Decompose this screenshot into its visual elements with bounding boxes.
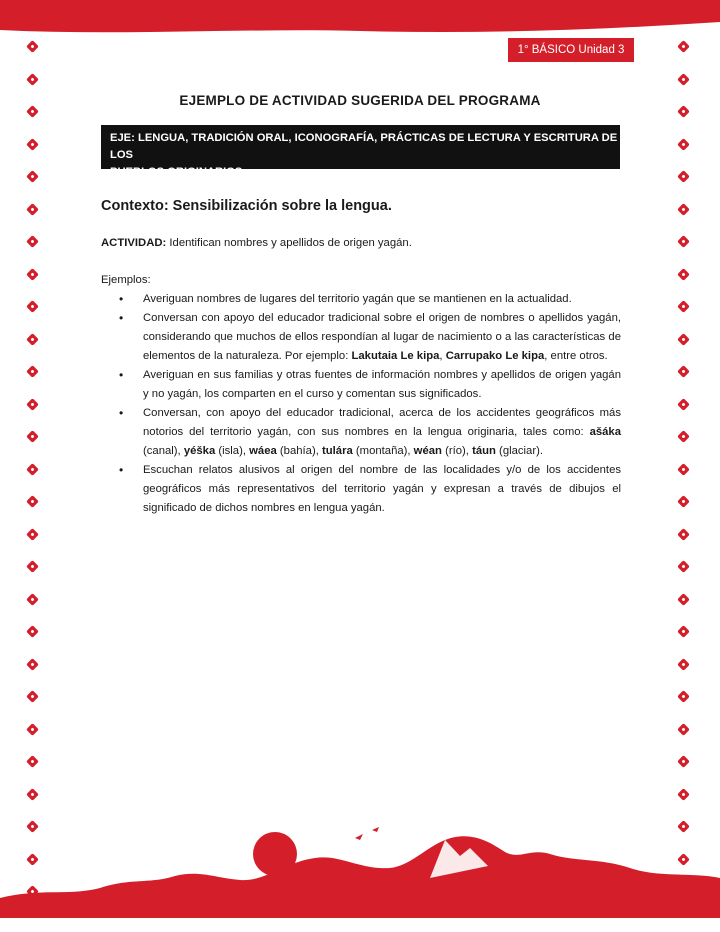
red-diamond-icon bbox=[677, 495, 690, 508]
red-diamond-icon bbox=[677, 463, 690, 476]
eje-line-1: EJE: LENGUA, TRADICIÓN ORAL, ICONOGRAFÍA, PRÁCTICAS DE LECTURA Y ESCRITURA DE LOS bbox=[110, 132, 618, 161]
red-diamond-icon bbox=[677, 333, 690, 346]
red-diamond-icon bbox=[677, 560, 690, 573]
red-diamond-icon bbox=[26, 365, 39, 378]
red-diamond-icon bbox=[26, 463, 39, 476]
bullet-2-text: Conversan con apoyo del educador tradicional sobre el origen de nombres o apellidos yagán, considerando que muchos de ellos respondían al lugar de nacimiento o a las características de elementos de la naturaleza. Por ejemplo: bbox=[143, 312, 621, 362]
red-diamond-icon bbox=[677, 300, 690, 313]
activity-content bbox=[101, 234, 621, 518]
red-diamond-icon bbox=[26, 268, 39, 281]
bullet-5-text: Escuchan relatos alusivos al origen del nombre de las localidades y/o de los accidentes geográficos más representativos del territorio yagán y expresan a través de dibujos el significado de dichos nombres en lengua yagán. bbox=[143, 464, 621, 514]
red-diamond-icon bbox=[26, 235, 39, 248]
bullet-3-text: Averiguan en sus familias y otras fuentes de información nombres y apellidos de origen yagán y no yagán, los comparten en el curso y comentan sus significados. bbox=[143, 369, 621, 400]
red-diamond-icon bbox=[677, 528, 690, 541]
list-item bbox=[143, 366, 621, 404]
red-diamond-icon bbox=[677, 658, 690, 671]
red-diamond-icon bbox=[26, 495, 39, 508]
red-diamond-icon bbox=[26, 138, 39, 151]
red-diamond-icon bbox=[26, 333, 39, 346]
meaning-bahia: (bahía), bbox=[276, 445, 322, 457]
red-diamond-icon bbox=[677, 755, 690, 768]
top-red-band bbox=[0, 0, 720, 34]
word-bahia: wáea bbox=[249, 445, 277, 457]
bullet-2-sep: , bbox=[439, 350, 446, 362]
red-diamond-icon bbox=[26, 690, 39, 703]
word-rio: wéan bbox=[413, 445, 442, 457]
meaning-isla: (isla), bbox=[215, 445, 250, 457]
red-diamond-icon bbox=[26, 73, 39, 86]
meaning-montana: (montaña), bbox=[352, 445, 414, 457]
eje-box bbox=[101, 125, 620, 178]
red-diamond-icon bbox=[26, 40, 39, 53]
bullet-1-text: Averiguan nombres de lugares del territorio yagán que se mantienen en la actualidad. bbox=[143, 293, 572, 305]
eje-line-2: PUEBLOS ORIGINARIOS. bbox=[110, 166, 246, 178]
red-diamond-icon bbox=[26, 203, 39, 216]
meaning-glaciar: (glaciar). bbox=[495, 445, 544, 457]
word-canal: ašáka bbox=[589, 426, 621, 438]
red-diamond-icon bbox=[677, 398, 690, 411]
activity-text: Identifican nombres y apellidos de origen yagán. bbox=[166, 237, 412, 249]
red-diamond-icon bbox=[26, 723, 39, 736]
red-diamond-icon bbox=[26, 300, 39, 313]
red-diamond-icon bbox=[677, 170, 690, 183]
red-diamond-icon bbox=[677, 723, 690, 736]
examples-list bbox=[101, 290, 621, 518]
word-montana: tulára bbox=[322, 445, 353, 457]
activity-line bbox=[101, 234, 621, 253]
red-diamond-icon bbox=[26, 430, 39, 443]
red-diamond-icon bbox=[677, 430, 690, 443]
list-item bbox=[143, 404, 621, 461]
red-diamond-icon bbox=[677, 625, 690, 638]
activity-label: ACTIVIDAD: bbox=[101, 237, 167, 249]
red-diamond-icon bbox=[26, 755, 39, 768]
red-diamond-icon bbox=[677, 365, 690, 378]
red-diamond-icon bbox=[26, 398, 39, 411]
red-diamond-icon bbox=[26, 625, 39, 638]
red-diamond-icon bbox=[677, 40, 690, 53]
bullet-2-name-1: Lakutaia Le kipa bbox=[351, 350, 440, 362]
footer-landscape-illustration bbox=[0, 818, 720, 932]
red-diamond-icon bbox=[26, 788, 39, 801]
document-title: EJEMPLO DE ACTIVIDAD SUGERIDA DEL PROGRAMA bbox=[179, 93, 541, 108]
red-diamond-icon bbox=[26, 658, 39, 671]
examples-label: Ejemplos: bbox=[101, 274, 151, 286]
red-diamond-icon bbox=[677, 593, 690, 606]
left-border-ornaments bbox=[27, 0, 41, 932]
list-item bbox=[143, 461, 621, 518]
bullet-4-text: Conversan, con apoyo del educador tradicional, acerca de los accidentes geográficos más notorios del territorio yagán, con sus nombres en la lengua originaria, tales como: bbox=[143, 407, 621, 438]
word-glaciar: táun bbox=[472, 445, 496, 457]
red-diamond-icon bbox=[677, 73, 690, 86]
meaning-canal: (canal), bbox=[143, 445, 184, 457]
red-diamond-icon bbox=[26, 528, 39, 541]
context-heading: Contexto: Sensibilización sobre la lengua. bbox=[101, 198, 392, 214]
red-diamond-icon bbox=[26, 170, 39, 183]
meaning-rio: (río), bbox=[441, 445, 473, 457]
grade-unit-badge: 1° BÁSICO Unidad 3 bbox=[508, 38, 634, 62]
bullet-2-end: , entre otros. bbox=[544, 350, 608, 362]
list-item bbox=[143, 309, 621, 366]
list-item bbox=[143, 290, 621, 309]
red-diamond-icon bbox=[677, 788, 690, 801]
word-isla: yéška bbox=[183, 445, 216, 457]
red-diamond-icon bbox=[26, 560, 39, 573]
bullet-2-name-2: Carrupako Le kipa bbox=[445, 350, 545, 362]
red-diamond-icon bbox=[677, 203, 690, 216]
red-diamond-icon bbox=[677, 138, 690, 151]
red-diamond-icon bbox=[677, 268, 690, 281]
red-diamond-icon bbox=[677, 690, 690, 703]
red-diamond-icon bbox=[677, 235, 690, 248]
red-diamond-icon bbox=[26, 593, 39, 606]
right-border-ornaments bbox=[678, 0, 692, 932]
